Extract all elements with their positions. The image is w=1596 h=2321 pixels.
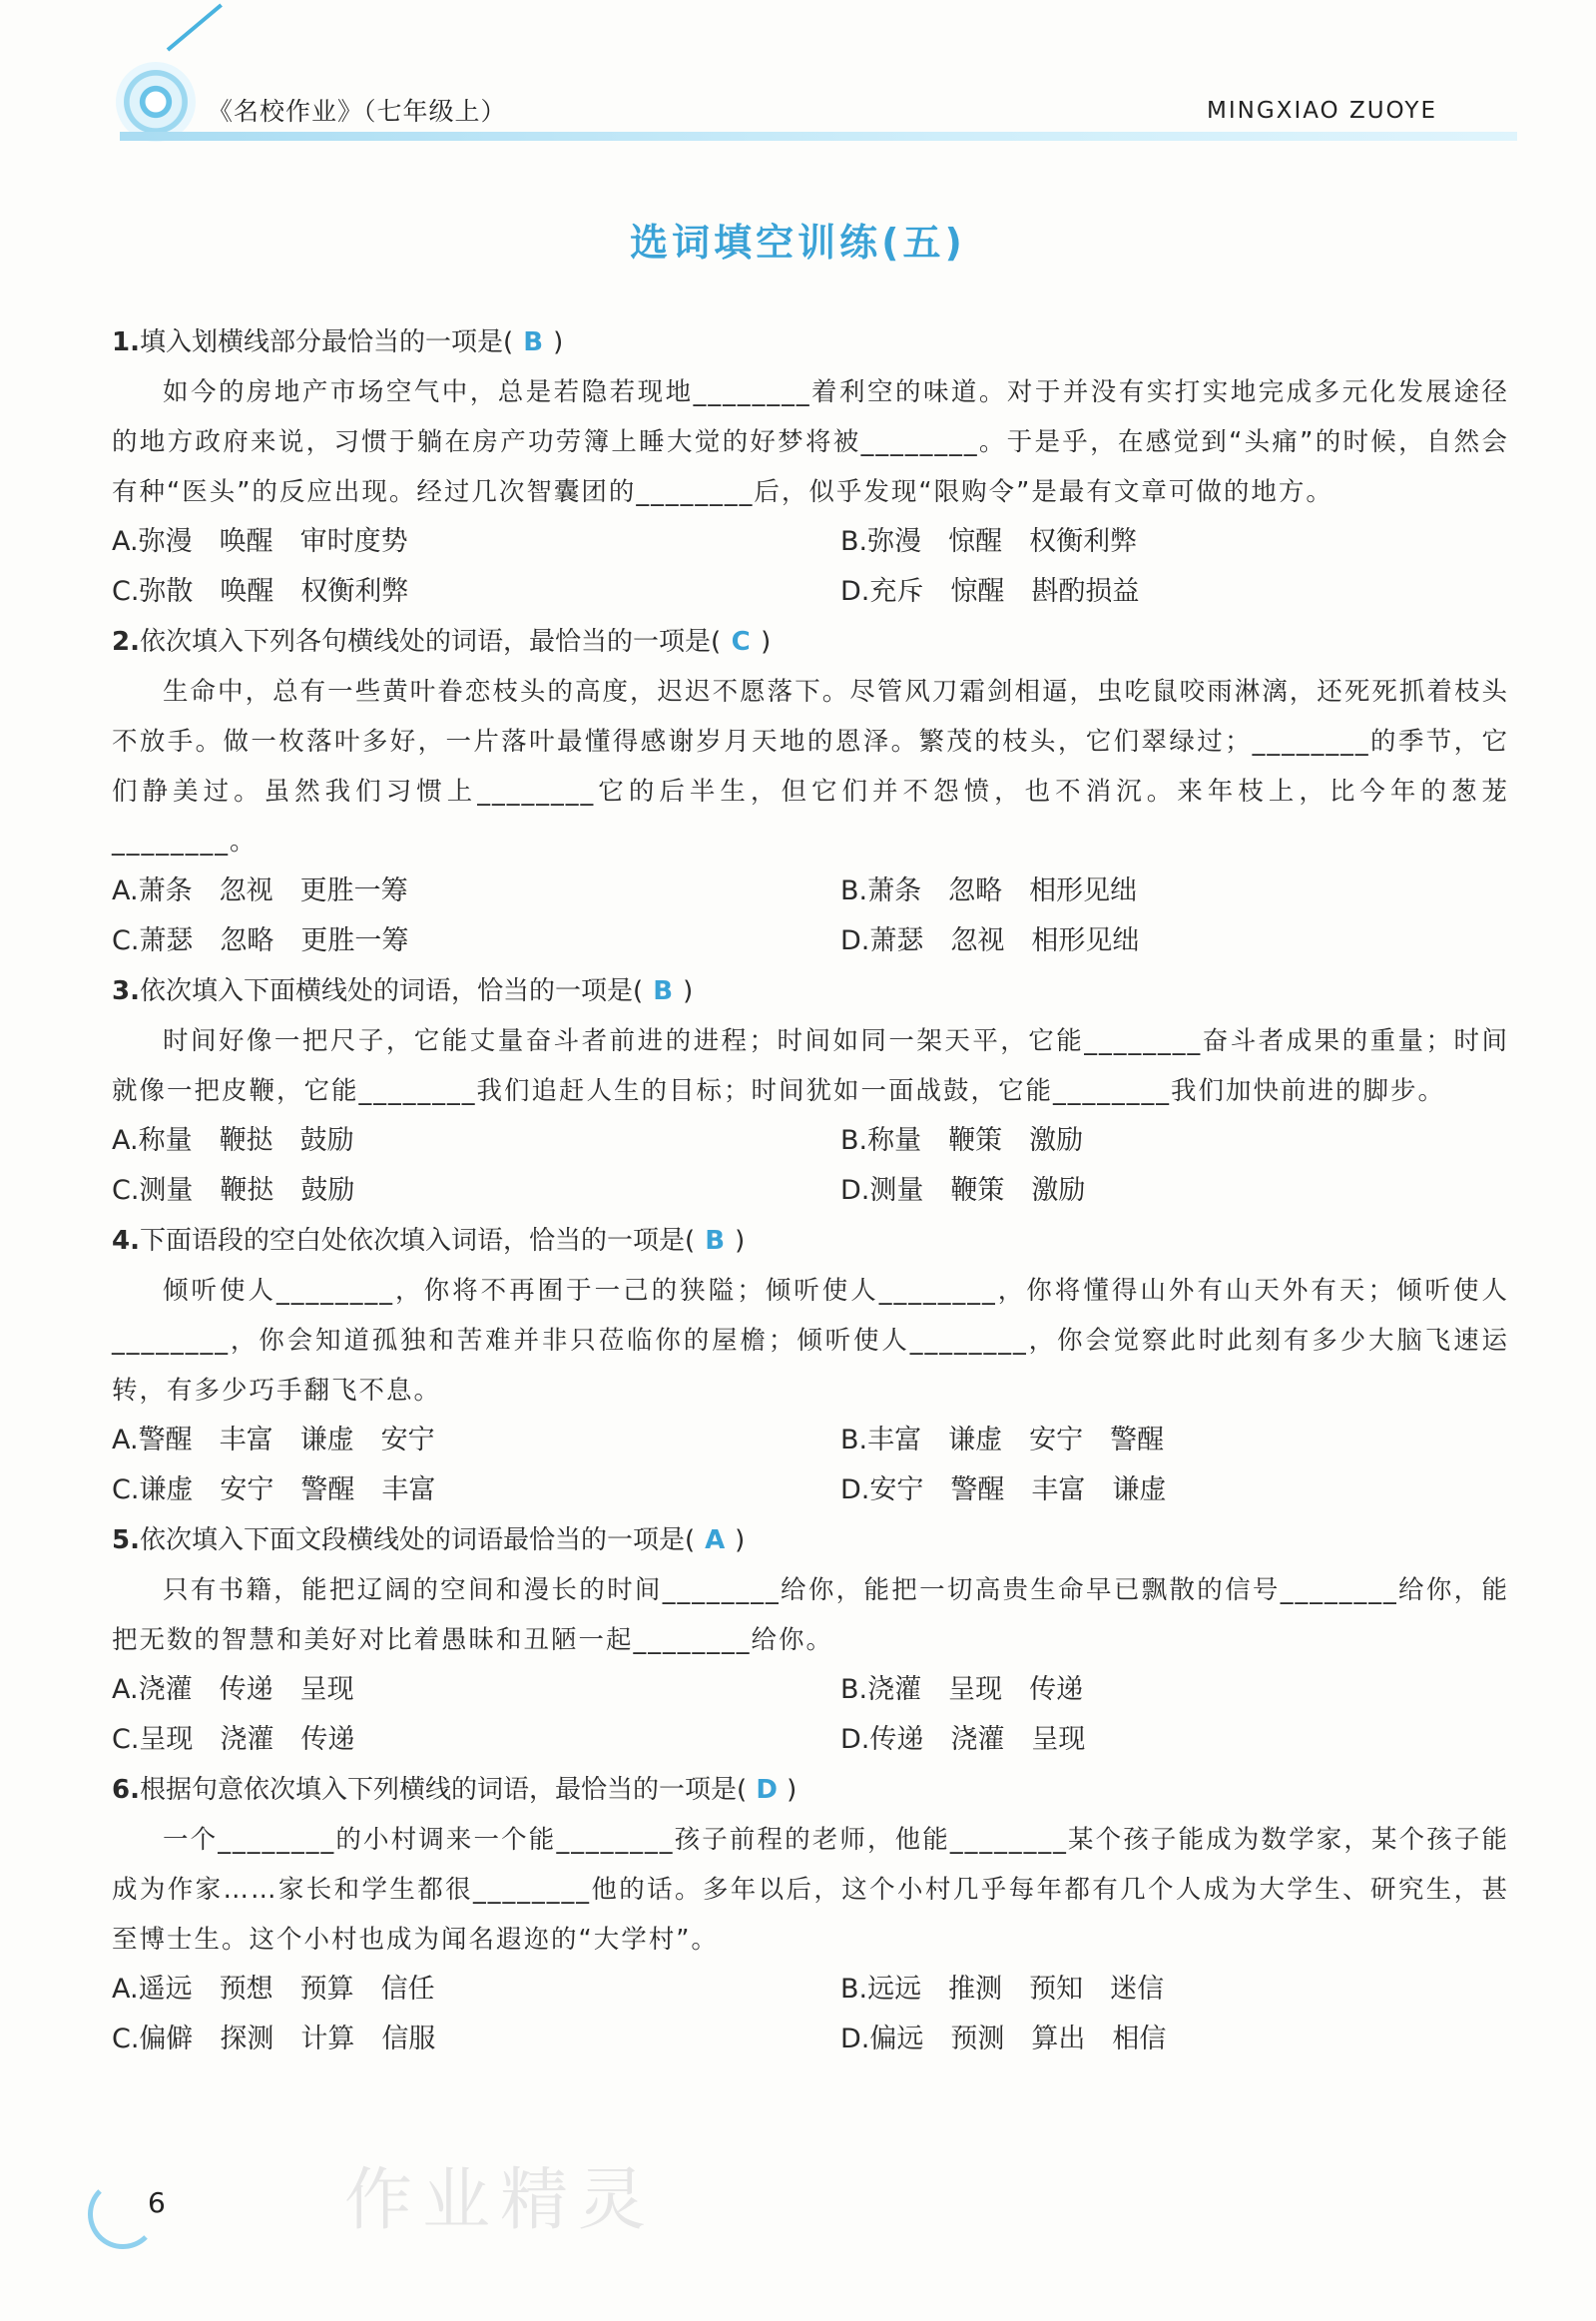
passage: 生命中，总有一些黄叶眷恋枝头的高度，迟迟不愿落下。尽管风刀霜剑相逼，虫吃鼠咬雨淋漓，还死死抓着枝头不放手。做一枚落叶多好，一片落叶最懂得感谢岁月天地的恩泽。繁茂的枝头，它们翠绿过；________的季节，它们静美过。虽然我们习惯上________它的后半生，但它们并不怨愤，也不消沉。来年枝上，比今年的葱茏________。 [112,677,1509,857]
question-number: 3. [112,976,140,1006]
watermark: 作业精灵 [344,2161,657,2240]
question-number: 4. [112,1226,140,1256]
option-a: A.遥远 预想 预算 信任 [112,1974,435,2005]
option-c: C.萧瑟 忽略 更胜一筹 [112,925,409,956]
paren-close: ) [735,1226,746,1256]
option-c: C.呈现 浇灌 传递 [112,1724,355,1755]
question-number: 2. [112,627,140,657]
passage: 如今的房地产市场空气中，总是若隐若现地________着利空的味道。对于并没有实打实地完成多元化发展途径的地方政府来说，习惯于躺在房产功劳簿上睡大觉的好梦将被________。于是乎，在感觉到“头痛”的时候，自然会有种“医头”的反应出现。经过几次智囊团的________后，似乎发现“限购令”是最有文章可做的地方。 [112,377,1509,507]
option-c: C.偏僻 探测 计算 信服 [112,2024,436,2054]
question-stem [112,617,1509,667]
page-title: 选词填空训练(五) [630,221,966,265]
header-rule [120,132,1517,141]
question-text: 依次填入下面文段横线处的词语最恰当的一项是( [139,1525,696,1555]
option-b: B.浇灌 呈现 传递 [840,1674,1084,1705]
question-stem [112,317,1509,367]
exercise-content [112,317,1509,2064]
question-3 [112,966,1509,1216]
option-d: D.传递 浇灌 呈现 [840,1724,1086,1755]
answer-mark: B [653,976,674,1006]
question-stem [112,1216,1509,1266]
book-pinyin: MINGXIAO ZUOYE [1207,98,1437,124]
option-a: A.警醒 丰富 谦虚 安宁 [112,1425,435,1455]
passage: 时间好像一把尺子，它能丈量奋斗者前进的进程；时间如同一架天平，它能________奋斗者成果的重量；时间就像一把皮鞭，它能________我们追赶人生的目标；时间犹如一面战鼓，它能________我们加快前进的脚步。 [112,1026,1509,1106]
page-number: 6 [148,2186,166,2219]
option-a: A.称量 鞭挞 鼓励 [112,1125,354,1156]
paren-close: ) [761,627,772,657]
target-logo-icon [116,62,196,142]
passage: 一个________的小村调来一个能________孩子前程的老师，他能________某个孩子能成为数学家，某个孩子能成为作家……家长和学生都很________他的话。多年以后，这个小村几乎每年都有几个人成为大学生、研究生，甚至博士生。这个小村也成为闻名遐迩的“大学村”。 [112,1825,1509,1955]
question-text: 根据句意依次填入下列横线的词语，最恰当的一项是( [139,1775,748,1805]
options [112,867,1509,966]
option-d: D.萧瑟 忽视 相形见绌 [840,925,1140,956]
option-c: C.谦虚 安宁 警醒 丰富 [112,1474,436,1505]
option-b: B.丰富 谦虚 安宁 警醒 [840,1425,1165,1455]
answer-mark: C [731,627,751,657]
option-c: C.弥散 唤醒 权衡利弊 [112,576,409,607]
paren-close: ) [735,1525,746,1555]
passage: 倾听使人________，你将不再囿于一己的狭隘；倾听使人________，你将懂得山外有山天外有天；倾听使人________，你会知道孤独和苦难并非只莅临你的屋檐；倾听使人________，你会觉察此时此刻有多少大脑飞速运转，有多少巧手翻飞不息。 [112,1276,1509,1406]
option-b: B.萧条 忽略 相形见绌 [840,875,1138,906]
option-c: C.测量 鞭挞 鼓励 [112,1175,355,1206]
question-stem [112,1515,1509,1565]
option-a: A.弥漫 唤醒 审时度势 [112,526,408,557]
options [112,1665,1509,1765]
option-d: D.测量 鞭策 激励 [840,1175,1086,1206]
passage: 只有书籍，能把辽阔的空间和漫长的时间________给你，能把一切高贵生命早已飘散的信号________给你，能把无数的智慧和美好对比着愚昧和丑陋一起________给你。 [112,1575,1509,1655]
option-d: D.偏远 预测 算出 相信 [840,2024,1167,2054]
option-a: A.浇灌 传递 呈现 [112,1674,354,1705]
option-d: D.充斥 惊醒 斟酌损益 [840,576,1140,607]
option-b: B.称量 鞭策 激励 [840,1125,1084,1156]
book-title: 《名校作业》（七年级上） [208,97,507,126]
question-stem [112,1765,1509,1815]
dart-icon [167,3,223,51]
question-5 [112,1515,1509,1765]
answer-mark: B [523,327,544,357]
option-a: A.萧条 忽视 更胜一筹 [112,875,408,906]
options [112,1116,1509,1216]
question-text: 下面语段的空白处依次填入词语，恰当的一项是( [139,1226,696,1256]
question-number: 6. [112,1775,140,1805]
question-number: 1. [112,327,140,357]
option-b: B.远远 推测 预知 迷信 [840,1974,1165,2005]
answer-mark: D [756,1775,778,1805]
question-6 [112,1765,1509,2064]
question-text: 依次填入下列各句横线处的词语，最恰当的一项是( [139,627,722,657]
question-2 [112,617,1509,966]
paren-close: ) [553,327,564,357]
options [112,517,1509,617]
page-header [110,40,1507,150]
answer-mark: A [705,1525,726,1555]
option-b: B.弥漫 惊醒 权衡利弊 [840,526,1138,557]
options [112,1965,1509,2064]
question-text: 填入划横线部分最恰当的一项是( [139,327,514,357]
paren-close: ) [683,976,694,1006]
paren-close: ) [787,1775,798,1805]
answer-mark: B [705,1226,726,1256]
question-4 [112,1216,1509,1515]
question-1 [112,317,1509,617]
question-number: 5. [112,1525,140,1555]
options [112,1416,1509,1515]
question-text: 依次填入下面横线处的词语，恰当的一项是( [139,976,644,1006]
question-stem [112,966,1509,1016]
option-d: D.安宁 警醒 丰富 谦虚 [840,1474,1167,1505]
